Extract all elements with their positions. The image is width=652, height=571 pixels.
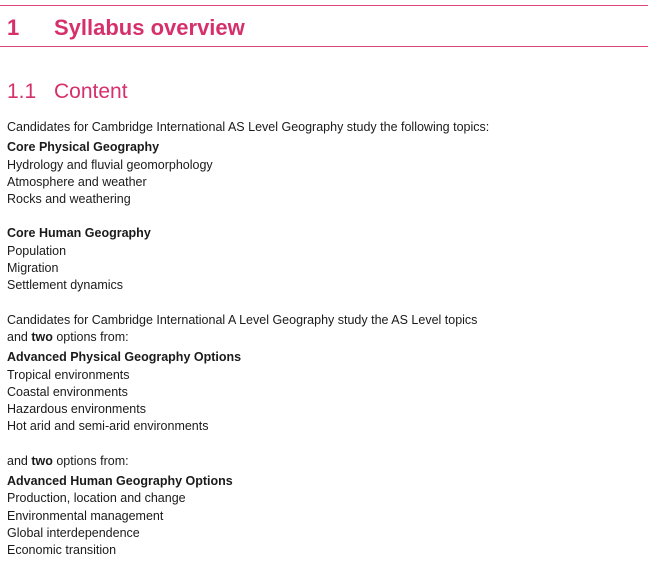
chapter-rule (0, 46, 648, 47)
core-human-heading: Core Human Geography (7, 226, 151, 241)
and-two-options: and two options from: (7, 453, 129, 468)
section-title: Content (54, 80, 128, 103)
topic-item: Rocks and weathering (7, 192, 131, 207)
chapter-number: 1 (7, 15, 20, 40)
topic-item: Settlement dynamics (7, 278, 124, 293)
core-physical-heading: Core Physical Geography (7, 140, 160, 155)
topic-item: Global interdependence (7, 525, 140, 540)
a-level-intro-line2: and two options from: (7, 329, 129, 344)
topic-item: Coastal environments (7, 384, 128, 399)
chapter-heading (7, 14, 245, 42)
topic-item: Population (7, 243, 67, 258)
content-body (7, 119, 647, 560)
emphasis-two: two (31, 329, 53, 344)
advanced-human-heading: Advanced Human Geography Options (7, 474, 233, 489)
chapter-title: Syllabus overview (54, 15, 245, 40)
emphasis-two: two (31, 453, 53, 468)
advanced-physical-heading: Advanced Physical Geography Options (7, 350, 242, 365)
topic-item: Economic transition (7, 543, 117, 558)
a-level-intro-line1: Candidates for Cambridge International A Level Geography study the AS Level topics (7, 312, 478, 327)
topic-item: Hydrology and fluvial geomorphology (7, 157, 213, 172)
topic-item: Migration (7, 261, 59, 276)
topic-item: Hot arid and semi-arid environments (7, 419, 209, 434)
topic-item: Atmosphere and weather (7, 174, 147, 189)
top-rule (0, 5, 648, 6)
as-level-intro: Candidates for Cambridge International AS Level Geography study the following topics: (7, 120, 490, 134)
topic-item: Hazardous environments (7, 402, 146, 417)
topic-item: Tropical environments (7, 367, 130, 382)
topic-item: Production, location and change (7, 491, 186, 506)
topic-item: Environmental management (7, 508, 164, 523)
section-number: 1.1 (7, 80, 37, 103)
section-heading (7, 79, 128, 105)
